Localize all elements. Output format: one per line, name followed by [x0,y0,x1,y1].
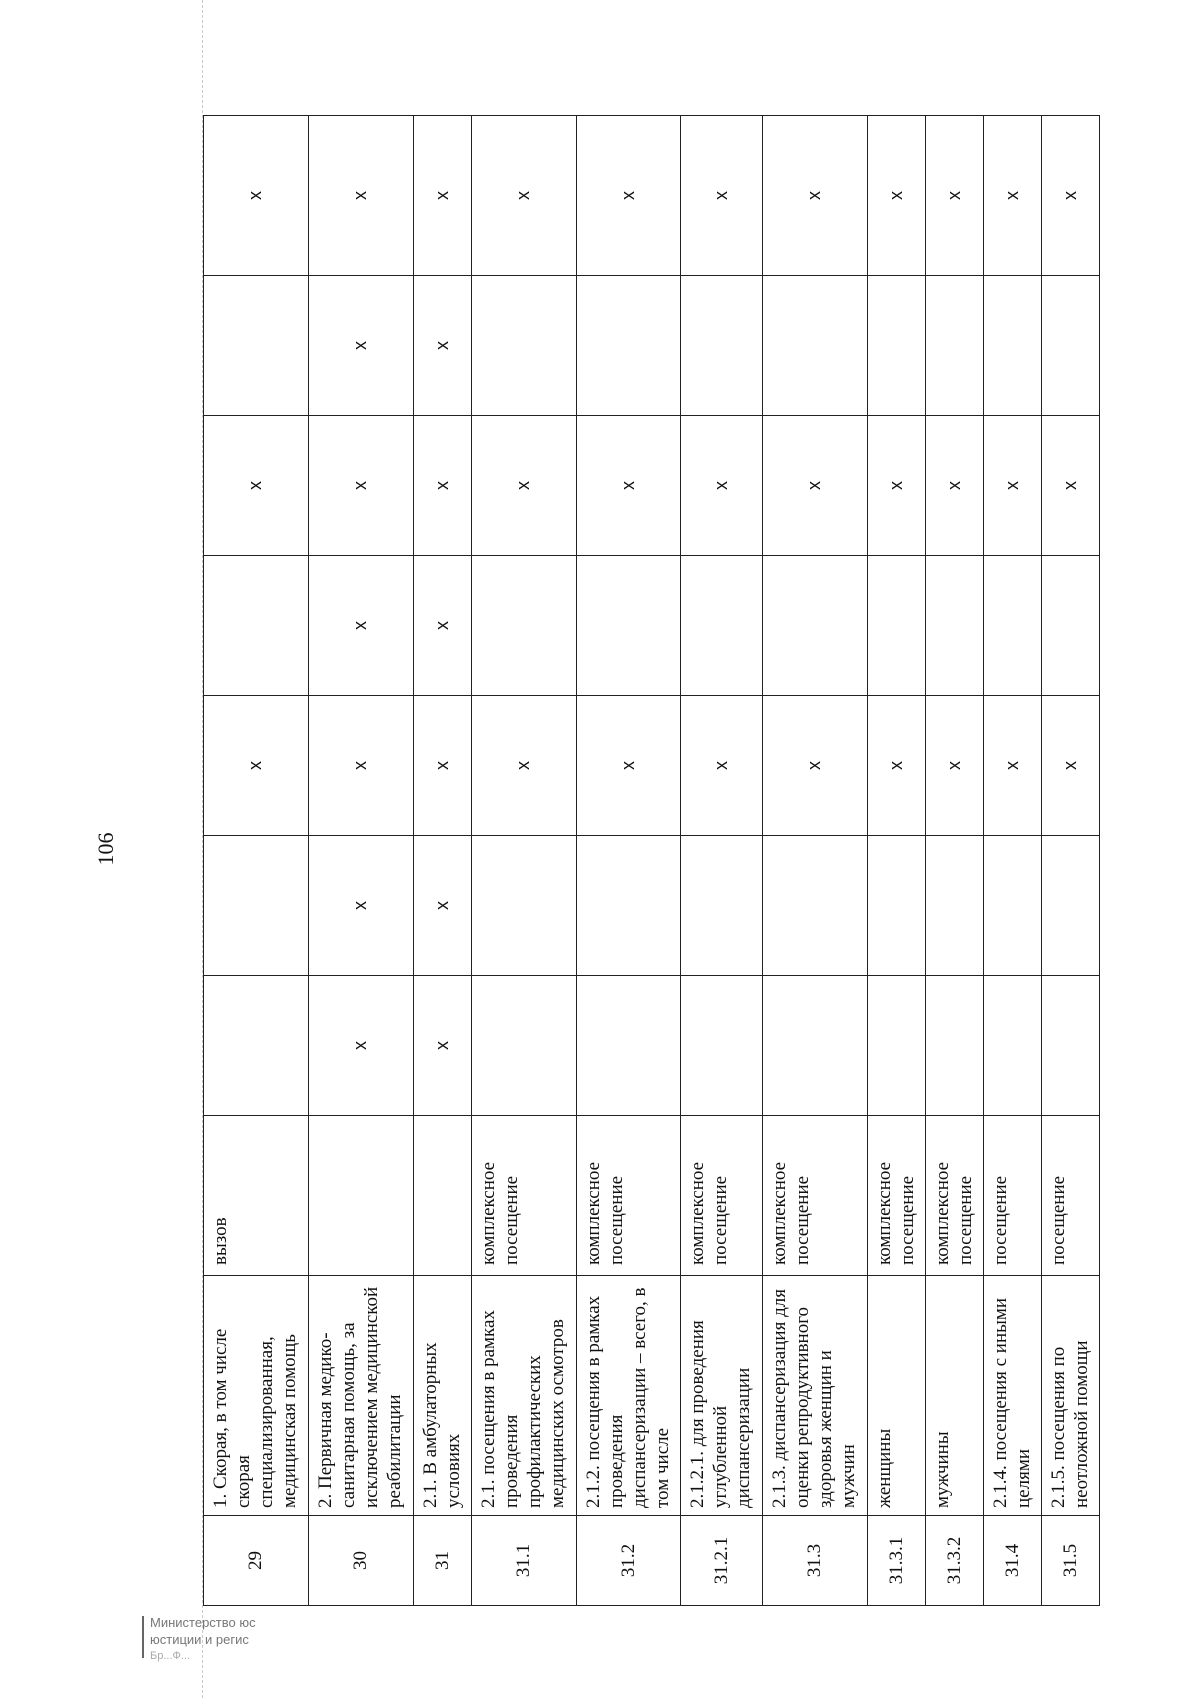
row-mark-cell-c6: x [413,276,471,416]
row-mark-cell-c5: x [576,416,681,556]
table-row [925,116,983,1606]
row-name-cell: 2.1.2.1. для проведения углубленной диспансеризации [681,1276,762,1516]
row-mark-cell-c7: x [762,116,867,276]
row-mark-cell-c2: x [308,836,413,976]
row-mark-cell-c2 [471,836,576,976]
row-mark-cell-c1 [204,976,309,1116]
row-name-cell: женщины [867,1276,925,1516]
row-mark-cell-c7: x [681,116,762,276]
row-mark-cell-c3: x [681,696,762,836]
row-unit-cell: комплексное посещение [471,1116,576,1276]
row-number-cell: 31.2.1 [681,1516,762,1606]
row-mark-cell-c2 [681,836,762,976]
row-unit-cell: посещение [1041,1116,1099,1276]
row-mark-cell-c4 [762,556,867,696]
table-body [204,116,1100,1606]
row-mark-cell-c4 [983,556,1041,696]
row-number-cell: 31.1 [471,1516,576,1606]
row-mark-cell-c7: x [983,116,1041,276]
row-mark-cell-c3: x [925,696,983,836]
row-unit-cell [413,1116,471,1276]
row-number-cell: 31.3.1 [867,1516,925,1606]
row-unit-cell: комплексное посещение [867,1116,925,1276]
row-mark-cell-c3: x [308,696,413,836]
row-mark-cell-c5: x [762,416,867,556]
row-unit-cell: вызов [204,1116,309,1276]
row-name-cell: 2.1. посещения в рамках проведения профилактических медицинских осмотров [471,1276,576,1516]
row-unit-cell [308,1116,413,1276]
row-mark-cell-c1 [983,976,1041,1116]
row-mark-cell-c7: x [413,116,471,276]
row-mark-cell-c6 [204,276,309,416]
row-mark-cell-c1 [762,976,867,1116]
row-mark-cell-c3: x [471,696,576,836]
table-row [308,116,413,1606]
row-mark-cell-c3: x [576,696,681,836]
row-mark-cell-c7: x [471,116,576,276]
row-name-cell: 2. Первичная медико-санитарная помощь, за исключением медицинской реабилитации [308,1276,413,1516]
stamp-line-1: Министерство юс [150,1615,256,1630]
row-mark-cell-c6 [576,276,681,416]
rotated-table-container [203,116,1100,1606]
table-row [576,116,681,1606]
row-number-cell: 30 [308,1516,413,1606]
table-row [867,116,925,1606]
row-mark-cell-c2 [762,836,867,976]
row-name-cell: 2.1.4. посещения с иными целями [983,1276,1041,1516]
row-mark-cell-c5: x [308,416,413,556]
row-mark-cell-c1 [681,976,762,1116]
stamp-line-2: юстиции и регис [150,1632,249,1647]
row-mark-cell-c5: x [413,416,471,556]
row-number-cell: 29 [204,1516,309,1606]
row-name-cell: 2.1. В амбулаторных условиях [413,1276,471,1516]
row-mark-cell-c4 [204,556,309,696]
row-mark-cell-c5: x [1041,416,1099,556]
table-row [983,116,1041,1606]
table-row [681,116,762,1606]
row-unit-cell: комплексное посещение [576,1116,681,1276]
row-mark-cell-c1 [1041,976,1099,1116]
row-mark-cell-c4 [471,556,576,696]
stamp [142,1614,322,1694]
row-unit-cell: комплексное посещение [762,1116,867,1276]
row-mark-cell-c2 [1041,836,1099,976]
row-mark-cell-c1 [576,976,681,1116]
row-mark-cell-c2 [204,836,309,976]
row-number-cell: 31 [413,1516,471,1606]
row-mark-cell-c4: x [413,556,471,696]
table-row [762,116,867,1606]
row-number-cell: 31.3.2 [925,1516,983,1606]
row-mark-cell-c3: x [1041,696,1099,836]
row-mark-cell-c6 [925,276,983,416]
row-mark-cell-c4 [1041,556,1099,696]
row-mark-cell-c6 [983,276,1041,416]
row-unit-cell: комплексное посещение [681,1116,762,1276]
row-mark-cell-c1: x [413,976,471,1116]
data-table [203,115,1100,1606]
stamp-line-3: Бр...Ф... [150,1650,191,1662]
row-mark-cell-c1 [867,976,925,1116]
page-number: 106 [93,832,118,866]
row-mark-cell-c3: x [762,696,867,836]
row-mark-cell-c6 [471,276,576,416]
row-mark-cell-c7: x [867,116,925,276]
row-mark-cell-c7: x [925,116,983,276]
row-mark-cell-c5: x [204,416,309,556]
row-mark-cell-c7: x [1041,116,1099,276]
row-mark-cell-c5: x [925,416,983,556]
row-mark-cell-c4 [576,556,681,696]
row-unit-cell: комплексное посещение [925,1116,983,1276]
table-row [204,116,309,1606]
stamp-bar [142,1616,144,1658]
row-mark-cell-c6 [867,276,925,416]
row-mark-cell-c4 [681,556,762,696]
row-mark-cell-c2 [867,836,925,976]
table-row [471,116,576,1606]
row-mark-cell-c3: x [204,696,309,836]
row-mark-cell-c2 [983,836,1041,976]
row-unit-cell: посещение [983,1116,1041,1276]
row-mark-cell-c4 [925,556,983,696]
row-mark-cell-c5: x [471,416,576,556]
row-mark-cell-c2: x [413,836,471,976]
row-mark-cell-c7: x [308,116,413,276]
row-mark-cell-c4 [867,556,925,696]
row-mark-cell-c3: x [983,696,1041,836]
row-mark-cell-c7: x [576,116,681,276]
row-mark-cell-c5: x [681,416,762,556]
row-name-cell: 2.1.5. посещения по неотложной помощи [1041,1276,1099,1516]
row-number-cell: 31.5 [1041,1516,1099,1606]
row-mark-cell-c6: x [308,276,413,416]
row-mark-cell-c7: x [204,116,309,276]
row-mark-cell-c4: x [308,556,413,696]
row-number-cell: 31.4 [983,1516,1041,1606]
row-mark-cell-c5: x [983,416,1041,556]
table-row [1041,116,1099,1606]
row-name-cell: мужчины [925,1276,983,1516]
row-mark-cell-c1 [471,976,576,1116]
table-row [413,116,471,1606]
row-mark-cell-c3: x [413,696,471,836]
row-mark-cell-c3: x [867,696,925,836]
row-number-cell: 31.2 [576,1516,681,1606]
row-name-cell: 1. Скорая, в том числе скорая специализированная, медицинская помощь [204,1276,309,1516]
row-mark-cell-c1 [925,976,983,1116]
row-name-cell: 2.1.3. диспансеризация для оценки репродуктивного здоровья женщин и мужчин [762,1276,867,1516]
row-mark-cell-c6 [681,276,762,416]
row-mark-cell-c6 [762,276,867,416]
row-mark-cell-c2 [576,836,681,976]
row-mark-cell-c6 [1041,276,1099,416]
row-name-cell: 2.1.2. посещения в рамках проведения диспансеризации – всего, в том числе [576,1276,681,1516]
row-number-cell: 31.3 [762,1516,867,1606]
row-mark-cell-c2 [925,836,983,976]
row-mark-cell-c1: x [308,976,413,1116]
row-mark-cell-c5: x [867,416,925,556]
